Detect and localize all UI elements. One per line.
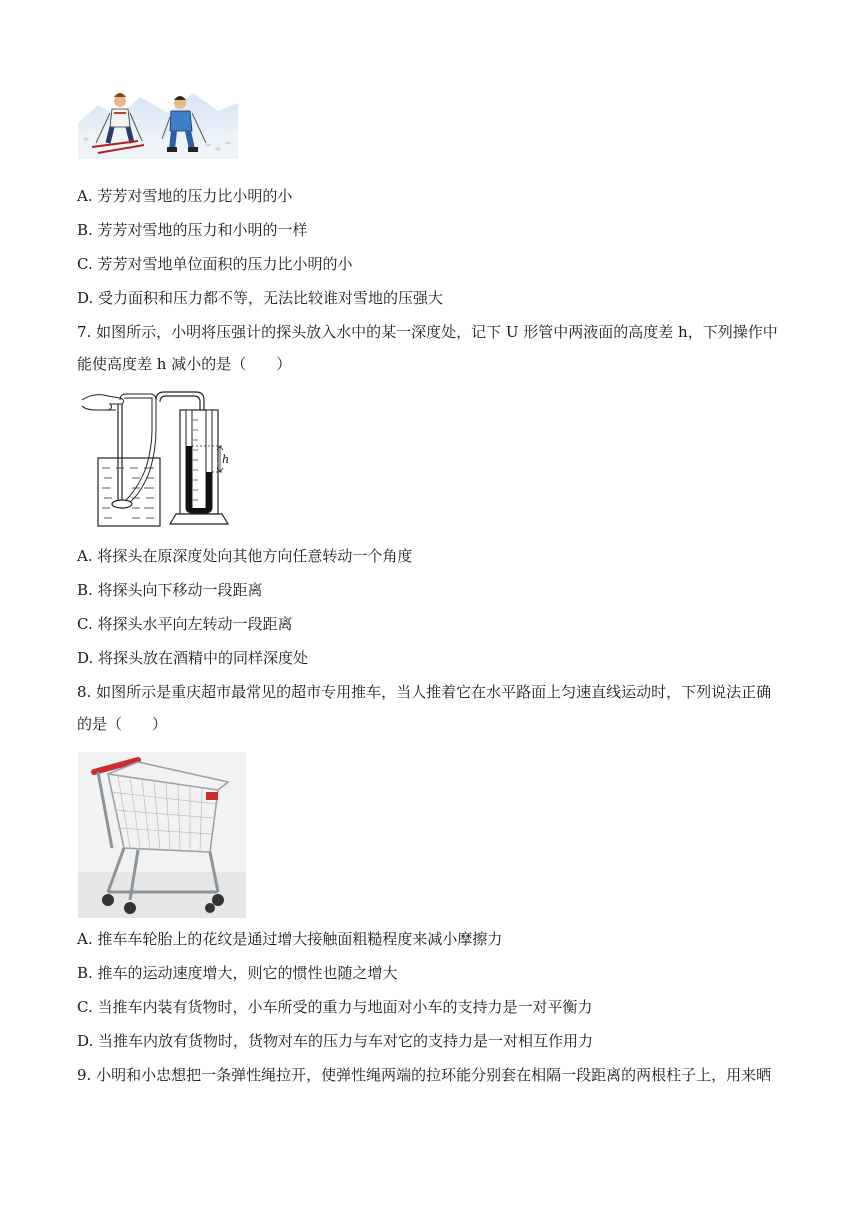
- q7-option-a: A. 将探头在原深度处向其他方向任意转动一个角度: [77, 547, 413, 565]
- q6-option-d: D. 受力面积和压力都不等，无法比较谁对雪地的压强大: [77, 289, 444, 307]
- h-label: h: [222, 453, 230, 466]
- shopping-cart-figure: [78, 752, 246, 918]
- q7-stem-line1: 7. 如图所示，小明将压强计的探头放入水中的某一深度处，记下 U 形管中两液面的高度差 h，下列操作中: [77, 323, 778, 341]
- q7-option-c: C. 将探头水平向左转动一段距离: [77, 615, 293, 633]
- probe-head: [112, 500, 132, 508]
- q8-option-d: D. 当推车内放有货物时，货物对车的压力与车对它的支持力是一对相互作用力: [77, 1032, 594, 1050]
- q9-stem-line1: 9. 小明和小忠想把一条弹性绳拉开，使弹性绳两端的拉环能分别套在相隔一段距离的两根柱子上，用来晒: [77, 1066, 772, 1084]
- q6-option-a: A. 芳芳对雪地的压力比小明的小: [77, 187, 293, 205]
- q7-stem-line2: 能使高度差 h 减小的是（ ）: [77, 355, 292, 373]
- q7-option-d: D. 将探头放在酒精中的同样深度处: [77, 649, 309, 667]
- q8-option-a: A. 推车车轮胎上的花纹是通过增大接触面粗糙程度来减小摩擦力: [77, 930, 503, 948]
- q7-option-b: B. 将探头向下移动一段距离: [77, 581, 263, 599]
- q8-stem-line1: 8. 如图所示是重庆超市最常见的超市专用推车，当人推着它在水平路面上匀速直线运动时，下列说法正确: [77, 683, 772, 701]
- q8-option-b: B. 推车的运动速度增大，则它的惯性也随之增大: [77, 964, 398, 982]
- q8-option-c: C. 当推车内装有货物时，小车所受的重力与地面对小车的支持力是一对平衡力: [77, 998, 593, 1016]
- hand-icon: [82, 395, 124, 410]
- skiing-figure: [78, 83, 238, 159]
- q8-stem-line2: 的是（ ）: [77, 715, 168, 733]
- q6-option-c: C. 芳芳对雪地单位面积的压力比小明的小: [77, 255, 353, 273]
- q6-option-b: B. 芳芳对雪地的压力和小明的一样: [77, 221, 308, 239]
- pressure-gauge-figure: [80, 390, 240, 528]
